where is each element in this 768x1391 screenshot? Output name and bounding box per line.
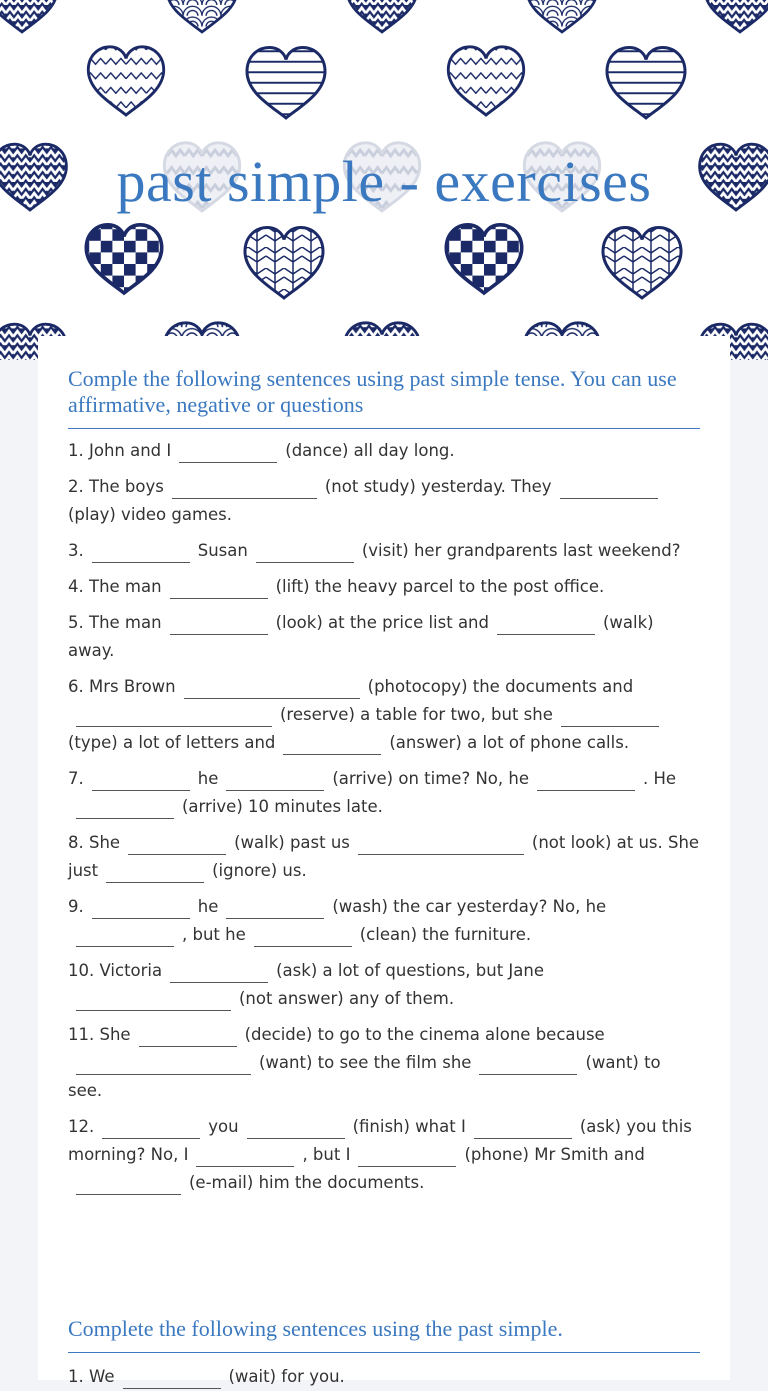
- answer-blank[interactable]: [196, 1146, 294, 1167]
- question-1: 1. John and I (dance) all day long.: [68, 437, 700, 465]
- answer-blank[interactable]: [247, 1118, 345, 1139]
- question-8: 8. She (walk) past us (not look) at us. She just (ignore) us.: [68, 829, 700, 885]
- answer-blank[interactable]: [184, 678, 360, 699]
- answer-blank[interactable]: [283, 734, 381, 755]
- heart-icon: [446, 225, 521, 293]
- question-6: 6. Mrs Brown (photocopy) the documents and(reserve) a table for two, but she(type) a lot of letters and (answer) a lot of phone calls.: [68, 673, 700, 757]
- heart-icon: [86, 225, 161, 293]
- heart-icon: [705, 0, 768, 32]
- answer-blank[interactable]: [560, 478, 658, 499]
- answer-blank[interactable]: [170, 578, 268, 599]
- answer-blank[interactable]: [170, 614, 268, 635]
- question-7: 7. he (arrive) on time? No, he . He(arrive) 10 minutes late.: [68, 765, 700, 821]
- heart-icon: [247, 48, 325, 119]
- heart-icon: [347, 0, 417, 32]
- heart-icon: [603, 228, 681, 299]
- answer-blank[interactable]: [76, 1054, 251, 1075]
- question-9: 9. he (wash) the car yesterday? No, he, but he (clean) the furniture.: [68, 893, 700, 949]
- answer-blank[interactable]: [256, 542, 354, 563]
- answer-blank[interactable]: [358, 1146, 456, 1167]
- answer-blank[interactable]: [123, 1368, 221, 1389]
- worksheet-card: [38, 336, 730, 1386]
- heart-icon: [167, 0, 237, 32]
- answer-blank[interactable]: [254, 926, 352, 947]
- answer-blank[interactable]: [172, 478, 317, 499]
- answer-blank[interactable]: [474, 1118, 572, 1139]
- question-11: 11. She (decide) to go to the cinema alone because(want) to see the film she (want) to see.: [68, 1025, 661, 1100]
- heart-icon: [607, 48, 685, 119]
- answer-blank[interactable]: [226, 770, 324, 791]
- answer-blank[interactable]: [92, 898, 190, 919]
- question-10: 10. Victoria (ask) a lot of questions, but Jane(not answer) any of them.: [68, 957, 700, 1013]
- question-3: 3. Susan (visit) her grandparents last weekend?: [68, 537, 700, 565]
- heart-icon: [245, 228, 323, 299]
- heart-icon: [527, 0, 597, 32]
- answer-blank[interactable]: [226, 898, 324, 919]
- answer-blank[interactable]: [76, 798, 174, 819]
- answer-blank[interactable]: [479, 1054, 577, 1075]
- answer-blank[interactable]: [76, 926, 174, 947]
- question-4: 4. The man (lift) the heavy parcel to the post office.: [68, 573, 700, 601]
- answer-blank[interactable]: [497, 614, 595, 635]
- answer-blank[interactable]: [76, 990, 231, 1011]
- question-1: 1. We (wait) for you.: [68, 1363, 700, 1391]
- answer-blank[interactable]: [76, 706, 272, 727]
- answer-blank[interactable]: [561, 706, 659, 727]
- exercise-section-1: [68, 366, 700, 1197]
- page-title: past simple - exercises: [116, 149, 652, 214]
- heart-icon: [0, 0, 57, 32]
- heart-icon: [88, 47, 163, 115]
- answer-blank[interactable]: [128, 834, 226, 855]
- answer-blank[interactable]: [170, 962, 268, 983]
- heart-pattern-banner: [0, 0, 768, 360]
- answer-blank[interactable]: [102, 1118, 200, 1139]
- heading-divider: [68, 428, 700, 429]
- answer-blank[interactable]: [76, 1174, 181, 1195]
- section-heading: Complete the following sentences using the past simple.: [68, 1316, 563, 1341]
- answer-blank[interactable]: [106, 862, 204, 883]
- answer-blank[interactable]: [139, 1026, 237, 1047]
- section-heading: Comple the following sentences using past simple tense. You can use affirmative, negative or questions: [68, 366, 677, 417]
- answer-blank[interactable]: [179, 442, 277, 463]
- heading-divider: [68, 1352, 700, 1353]
- answer-blank[interactable]: [92, 770, 190, 791]
- heart-icon: [448, 47, 523, 115]
- question-12: 12. you (finish) what I (ask) you this morning? No, I , but I (phone) Mr Smith and(e-mail) him the documents.: [68, 1113, 700, 1197]
- answer-blank[interactable]: [537, 770, 635, 791]
- question-2: 2. The boys (not study) yesterday. They(play) video games.: [68, 473, 700, 529]
- question-5: 5. The man (look) at the price list and (walk) away.: [68, 613, 654, 660]
- answer-blank[interactable]: [358, 834, 524, 855]
- answer-blank[interactable]: [92, 542, 190, 563]
